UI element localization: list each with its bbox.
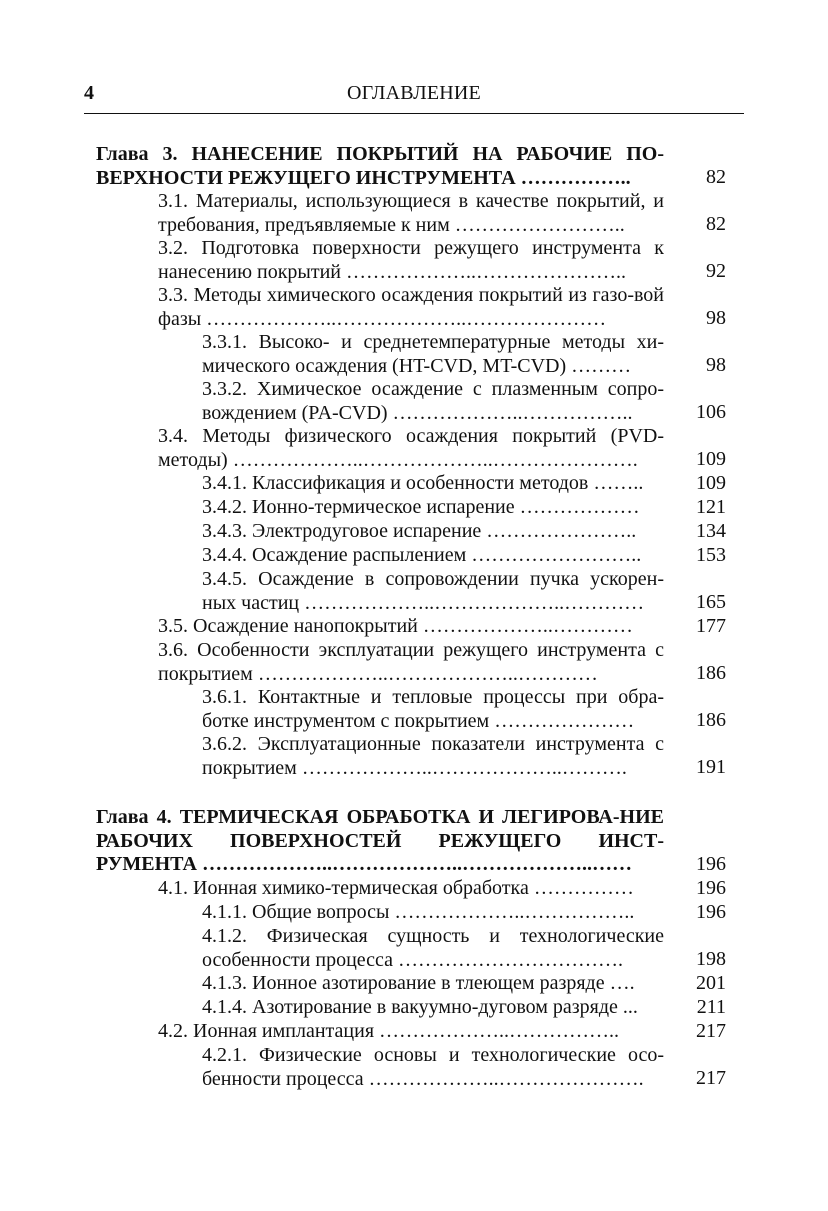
toc-page-number: 196	[696, 853, 726, 875]
toc-page-number: 177	[696, 615, 726, 637]
toc-page-number: 106	[696, 401, 726, 423]
toc-entry-chapter-4	[96, 806, 664, 877]
toc-entry-title: 3.5. Осаждение нанопокрытий ………………..…………	[158, 615, 633, 637]
toc-page-number: 109	[696, 448, 726, 470]
toc-page-number: 98	[706, 354, 726, 376]
toc-entry-title: Глава 3. НАНЕСЕНИЕ ПОКРЫТИЙ НА РАБОЧИЕ ПО-ВЕРХНОСТИ РЕЖУЩЕГО ИНСТРУМЕНТА ……………..	[96, 143, 664, 189]
toc-page-number: 82	[706, 213, 726, 235]
toc-entry	[202, 378, 664, 425]
toc-entry-title: 3.3.2. Химическое осаждение с плазменным сопро-вождением (PA-CVD) ………………..……………..	[202, 378, 664, 424]
toc-entry	[202, 972, 664, 996]
toc-entry-title: Глава 4. ТЕРМИЧЕСКАЯ ОБРАБОТКА И ЛЕГИРОВА-НИЕ РАБОЧИХ ПОВЕРХНОСТЕЙ РЕЖУЩЕГО ИНСТ-РУМЕНТА ………………..………………..………………..……	[96, 806, 664, 875]
toc-entry	[202, 520, 664, 544]
toc-entry	[158, 284, 664, 331]
toc-page-number: 121	[696, 496, 726, 518]
toc-entry	[202, 496, 664, 520]
toc-page-number: 186	[696, 662, 726, 684]
toc-entry-title: 4.1.3. Ионное азотирование в тлеющем разряде ….	[202, 972, 635, 994]
toc-entry	[158, 1020, 664, 1044]
toc-entry-title: 3.2. Подготовка поверхности режущего инструмента к нанесению покрытий ………………..…………………..	[158, 237, 664, 283]
toc-entry	[202, 901, 664, 925]
toc-entry	[158, 237, 664, 284]
toc-entry-title: 3.4.2. Ионно-термическое испарение ………………	[202, 496, 640, 518]
toc-entry	[202, 996, 664, 1020]
toc-entry	[158, 639, 664, 686]
toc-entry-title: 3.4. Методы физического осаждения покрытий (PVD-методы) ………………..………………..………………….	[158, 425, 664, 471]
toc-entry-chapter-3	[96, 143, 664, 190]
toc-entry	[158, 425, 664, 472]
toc-page-number: 196	[696, 877, 726, 899]
toc-page-number: 217	[696, 1067, 726, 1089]
toc-entry-title: 3.6.1. Контактные и тепловые процессы при обра-ботке инструментом с покрытием …………………	[202, 686, 664, 732]
toc-entry-title: 3.6. Особенности эксплуатации режущего инструмента с покрытием ………………..………………..…………	[158, 639, 664, 685]
toc-entry-title: 4.2.1. Физические основы и технологические осо-бенности процесса ………………..………………….	[202, 1044, 664, 1090]
toc-page-number: 217	[696, 1020, 726, 1042]
toc-entry-title: 3.4.5. Осаждение в сопровождении пучка ускорен-ных частиц ………………..………………..…………	[202, 568, 664, 614]
toc-page-number: 211	[696, 996, 726, 1018]
toc-page-number: 134	[696, 520, 726, 542]
toc-entry	[202, 733, 664, 780]
toc-page-number: 109	[696, 472, 726, 494]
toc-page-number: 153	[696, 544, 726, 566]
toc-entry	[202, 472, 664, 496]
toc-entry	[158, 877, 664, 901]
running-head-title: ОГЛАВЛЕНИЕ	[347, 82, 481, 104]
toc-entry-title: 3.4.1. Классификация и особенности методов ……..	[202, 472, 644, 494]
toc-page-number: 186	[696, 709, 726, 731]
header-rule	[84, 113, 744, 114]
toc-entry-title: 3.1. Материалы, использующиеся в качестве покрытий, и требования, предъявляемые к ним ……………………..	[158, 190, 664, 236]
toc-entry-title: 4.1.4. Азотирование в вакуумно-дуговом разряде ...	[202, 996, 638, 1018]
toc-page-number: 82	[706, 166, 726, 188]
toc-page-number: 196	[696, 901, 726, 923]
page-number: 4	[84, 82, 94, 104]
toc-page-number: 198	[696, 948, 726, 970]
toc-page-number: 165	[696, 591, 726, 613]
toc-entry	[158, 190, 664, 237]
toc-entry-title: 3.3. Методы химического осаждения покрытий из газо-вой фазы ………………..………………..…………………	[158, 284, 664, 330]
toc-page-number: 98	[706, 307, 726, 329]
toc-entry-title: 4.2. Ионная имплантация ………………..……………..	[158, 1020, 620, 1042]
toc-entry-title: 4.1. Ионная химико-термическая обработка ……………	[158, 877, 634, 899]
toc-entry	[202, 686, 664, 733]
toc-entry	[202, 1044, 664, 1091]
toc-page-number: 92	[706, 260, 726, 282]
toc-entry-title: 3.4.3. Электродуговое испарение …………………..	[202, 520, 637, 542]
toc-entry-title: 3.3.1. Высоко- и среднетемпературные методы хи-мического осаждения (HT-CVD, MT-CVD) ………	[202, 331, 664, 377]
toc-entry	[202, 544, 664, 568]
toc-entry	[158, 615, 664, 639]
toc-page-number: 201	[696, 972, 726, 994]
toc-entry-title: 3.6.2. Эксплуатационные показатели инструмента с покрытием ………………..………………..……….	[202, 733, 664, 779]
toc-entry-title: 4.1.2. Физическая сущность и технологические особенности процесса …………………………….	[202, 925, 664, 971]
toc-entry-title: 3.4.4. Осаждение распылением ……………………..	[202, 544, 642, 566]
toc-entry	[202, 925, 664, 972]
toc-entry	[202, 568, 664, 615]
toc-page-number: 191	[696, 756, 726, 778]
toc-entry-title: 4.1.1. Общие вопросы ………………..……………..	[202, 901, 635, 923]
toc-entry	[202, 331, 664, 378]
